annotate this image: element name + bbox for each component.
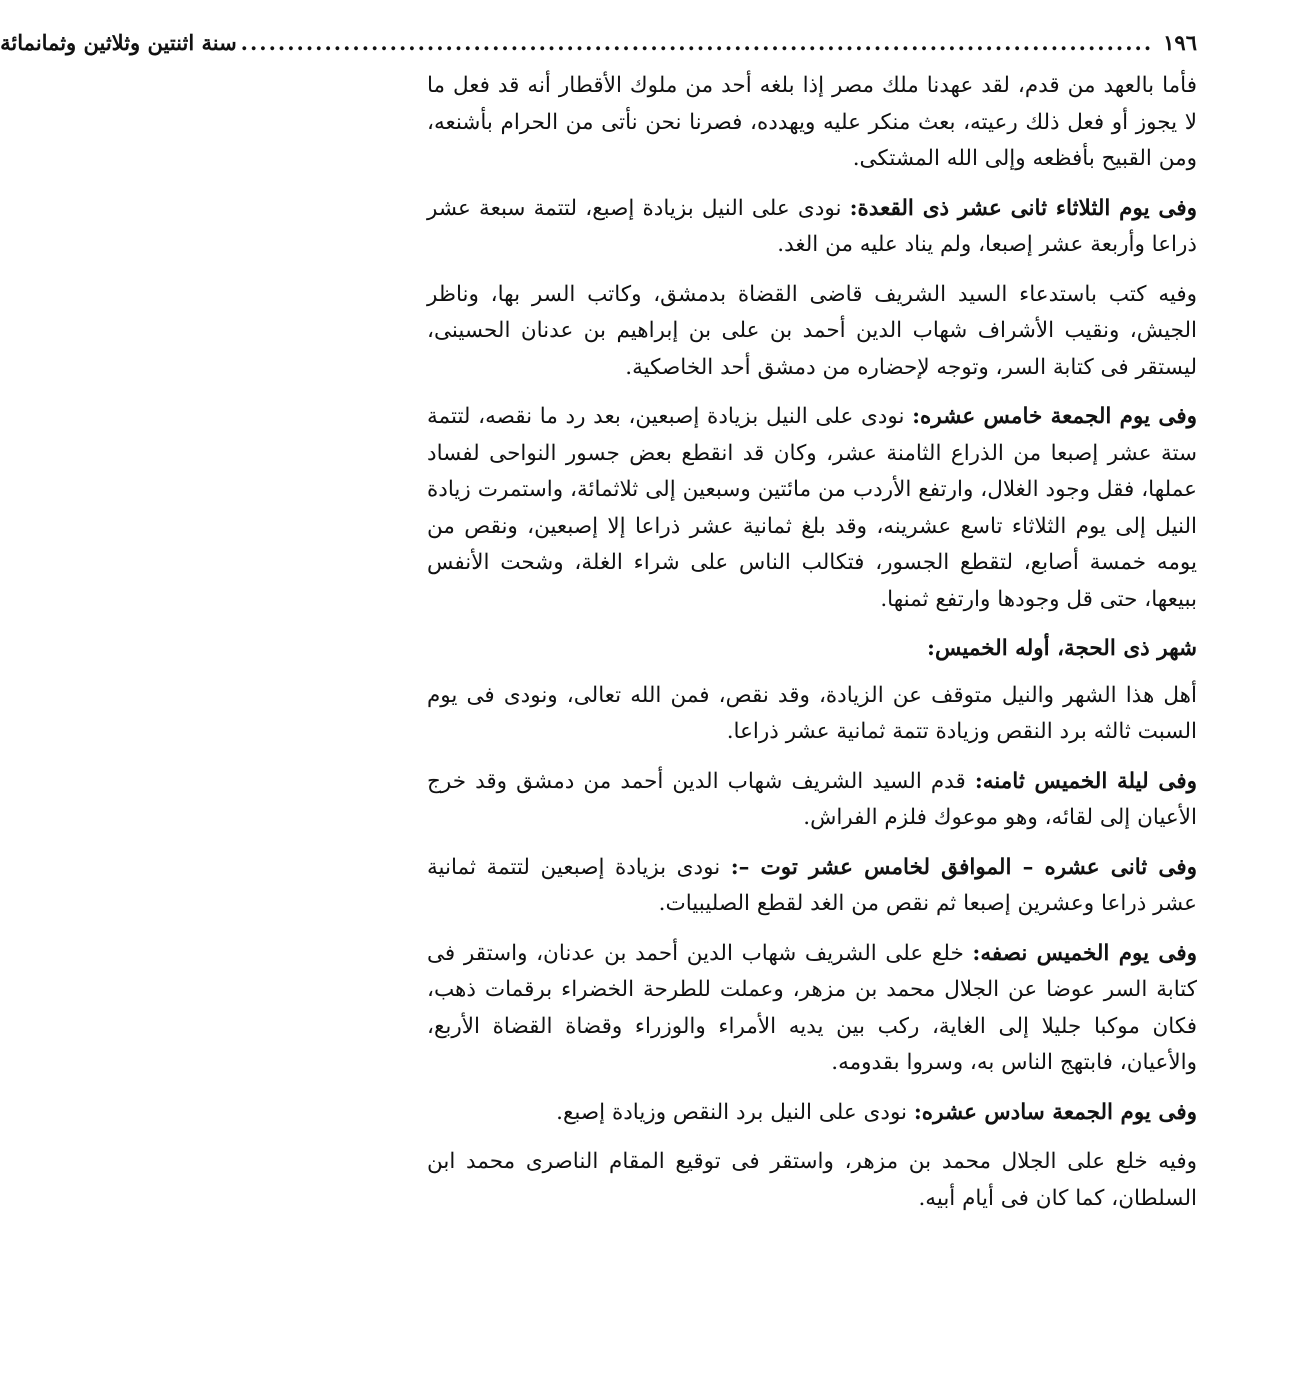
paragraph-text: أهل هذا الشهر والنيل متوقف عن الزيادة، وقد نقص، فمن الله تعالى، ونودى فى يوم السبت ثالثه برد النقص وزيادة تتمة ثمانية عشر ذراعا. — [427, 682, 1197, 744]
paragraph-text: وفيه كتب باستدعاء السيد الشريف قاضى القضاة بدمشق، وكاتب السر بها، وناظر الجيش، ونقيب الأشراف شهاب الدين أحمد بن على بن إبراهيم بن عدنان الحسينى، ليستقر فى كتابة السر، وتوجه لإحضاره من دمشق أحد الخاصكية. — [427, 281, 1197, 380]
paragraph-text: نودى بزيادة إصبعين لتتمة ثمانية عشر ذراعا وعشرين إصبعا ثم نقص من الغد لقطع الصليبيات. — [427, 854, 1197, 916]
paragraph-lead: وفى ثانى عشره – الموافق لخامس عشر توت –: — [730, 854, 1197, 880]
running-title: سنة اثنتين وثلاثين وثمانمائة — [0, 30, 237, 55]
page-number: ١٩٦ — [1163, 30, 1197, 55]
paragraph-text: خلع على الشريف شهاب الدين أحمد بن عدنان، واستقر فى كتابة السر عوضا عن الجلال محمد بن مزهر، وعملت للطرحة الخضراء برقمات ذهب، فكان موكبا جليلا إلى الغاية، ركب بين يديه الأمراء والوزراء وقضاة القضاة الأربع، والأعيان، فابتهج الناس به، وسروا بقدومه. — [427, 940, 1197, 1075]
paragraph-lead: وفى يوم الجمعة خامس عشره: — [912, 404, 1197, 429]
paragraph — [427, 850, 1197, 923]
paragraph — [427, 399, 1197, 618]
paragraph — [427, 764, 1197, 837]
paragraph — [427, 277, 1197, 387]
paragraph-lead: وفى يوم الخميس نصفه: — [972, 940, 1197, 966]
paragraph-text: قدم السيد الشريف شهاب الدين أحمد من دمشق وقد خرج الأعيان إلى لقائه، وهو موعوك فلزم الفراش. — [427, 768, 1197, 830]
paragraph — [427, 678, 1197, 751]
paragraph — [427, 1144, 1197, 1217]
paragraph-lead: وفى يوم الجمعة سادس عشره: — [913, 1099, 1197, 1125]
paragraph-text: وفيه خلع على الجلال محمد بن مزهر، واستقر فى توقيع المقام الناصرى محمد ابن السلطان، كما كان فى أيام أبيه. — [427, 1149, 1197, 1211]
page-header — [0, 30, 1197, 64]
book-page — [0, 30, 1198, 1230]
header-dot-leader: .................................................................................................. — [240, 30, 1154, 55]
paragraph — [427, 936, 1197, 1082]
paragraph-text: نودى على النيل برد النقص وزيادة إصبع. — [556, 1099, 914, 1125]
paragraph-text: نودى على النيل بزيادة إصبعين، بعد رد ما نقصه، لتتمة ستة عشر إصبعا من الذراع الثامنة عشر، وكان قد انقطع بعض جسور النواحى لفساد عملها، فقل وجود الغلال، وارتفع الأردب من مائتين وسبعين إلى ثلاثمائة، واستمرت زيادة النيل إلى يوم الثلاثاء تاسع عشرينه، وقد بلغ ثمانية عشر ذراعا إلا إصبعين، ونقص من يومه خمسة أصابع، لتقطع الجسور، فتكالب الناس على شراء الغلة، وشحت الأنفس ببيعها، حتى قل وجودها وارتفع ثمنها. — [427, 404, 1197, 612]
paragraph — [427, 191, 1197, 264]
paragraph-lead: وفى يوم الثلاثاء ثانى عشر ذى القعدة: — [849, 195, 1197, 221]
section-heading — [427, 631, 1197, 668]
paragraph-text: فأما بالعهد من قدم، لقد عهدنا ملك مصر إذا بلغه أحد من ملوك الأقطار أنه قد فعل ما لا يجوز أو فعل ذلك رعيته، بعث منكر عليه ويهدده، فصرنا نحن نأتى من الحرام بأشنعه، ومن القبيح بأفظعه وإلى الله المشتكى. — [427, 73, 1197, 171]
paragraph — [427, 1095, 1197, 1132]
section-heading-text: شهر ذى الحجة، أوله الخميس: — [927, 636, 1197, 661]
paragraph-text: نودى على النيل بزيادة إصبع، لتتمة سبعة عشر ذراعا وأربعة عشر إصبعا، ولم يناد عليه من الغد. — [427, 195, 1197, 257]
paragraph — [427, 68, 1197, 178]
paragraph-lead: وفى ليلة الخميس ثامنه: — [974, 768, 1198, 794]
